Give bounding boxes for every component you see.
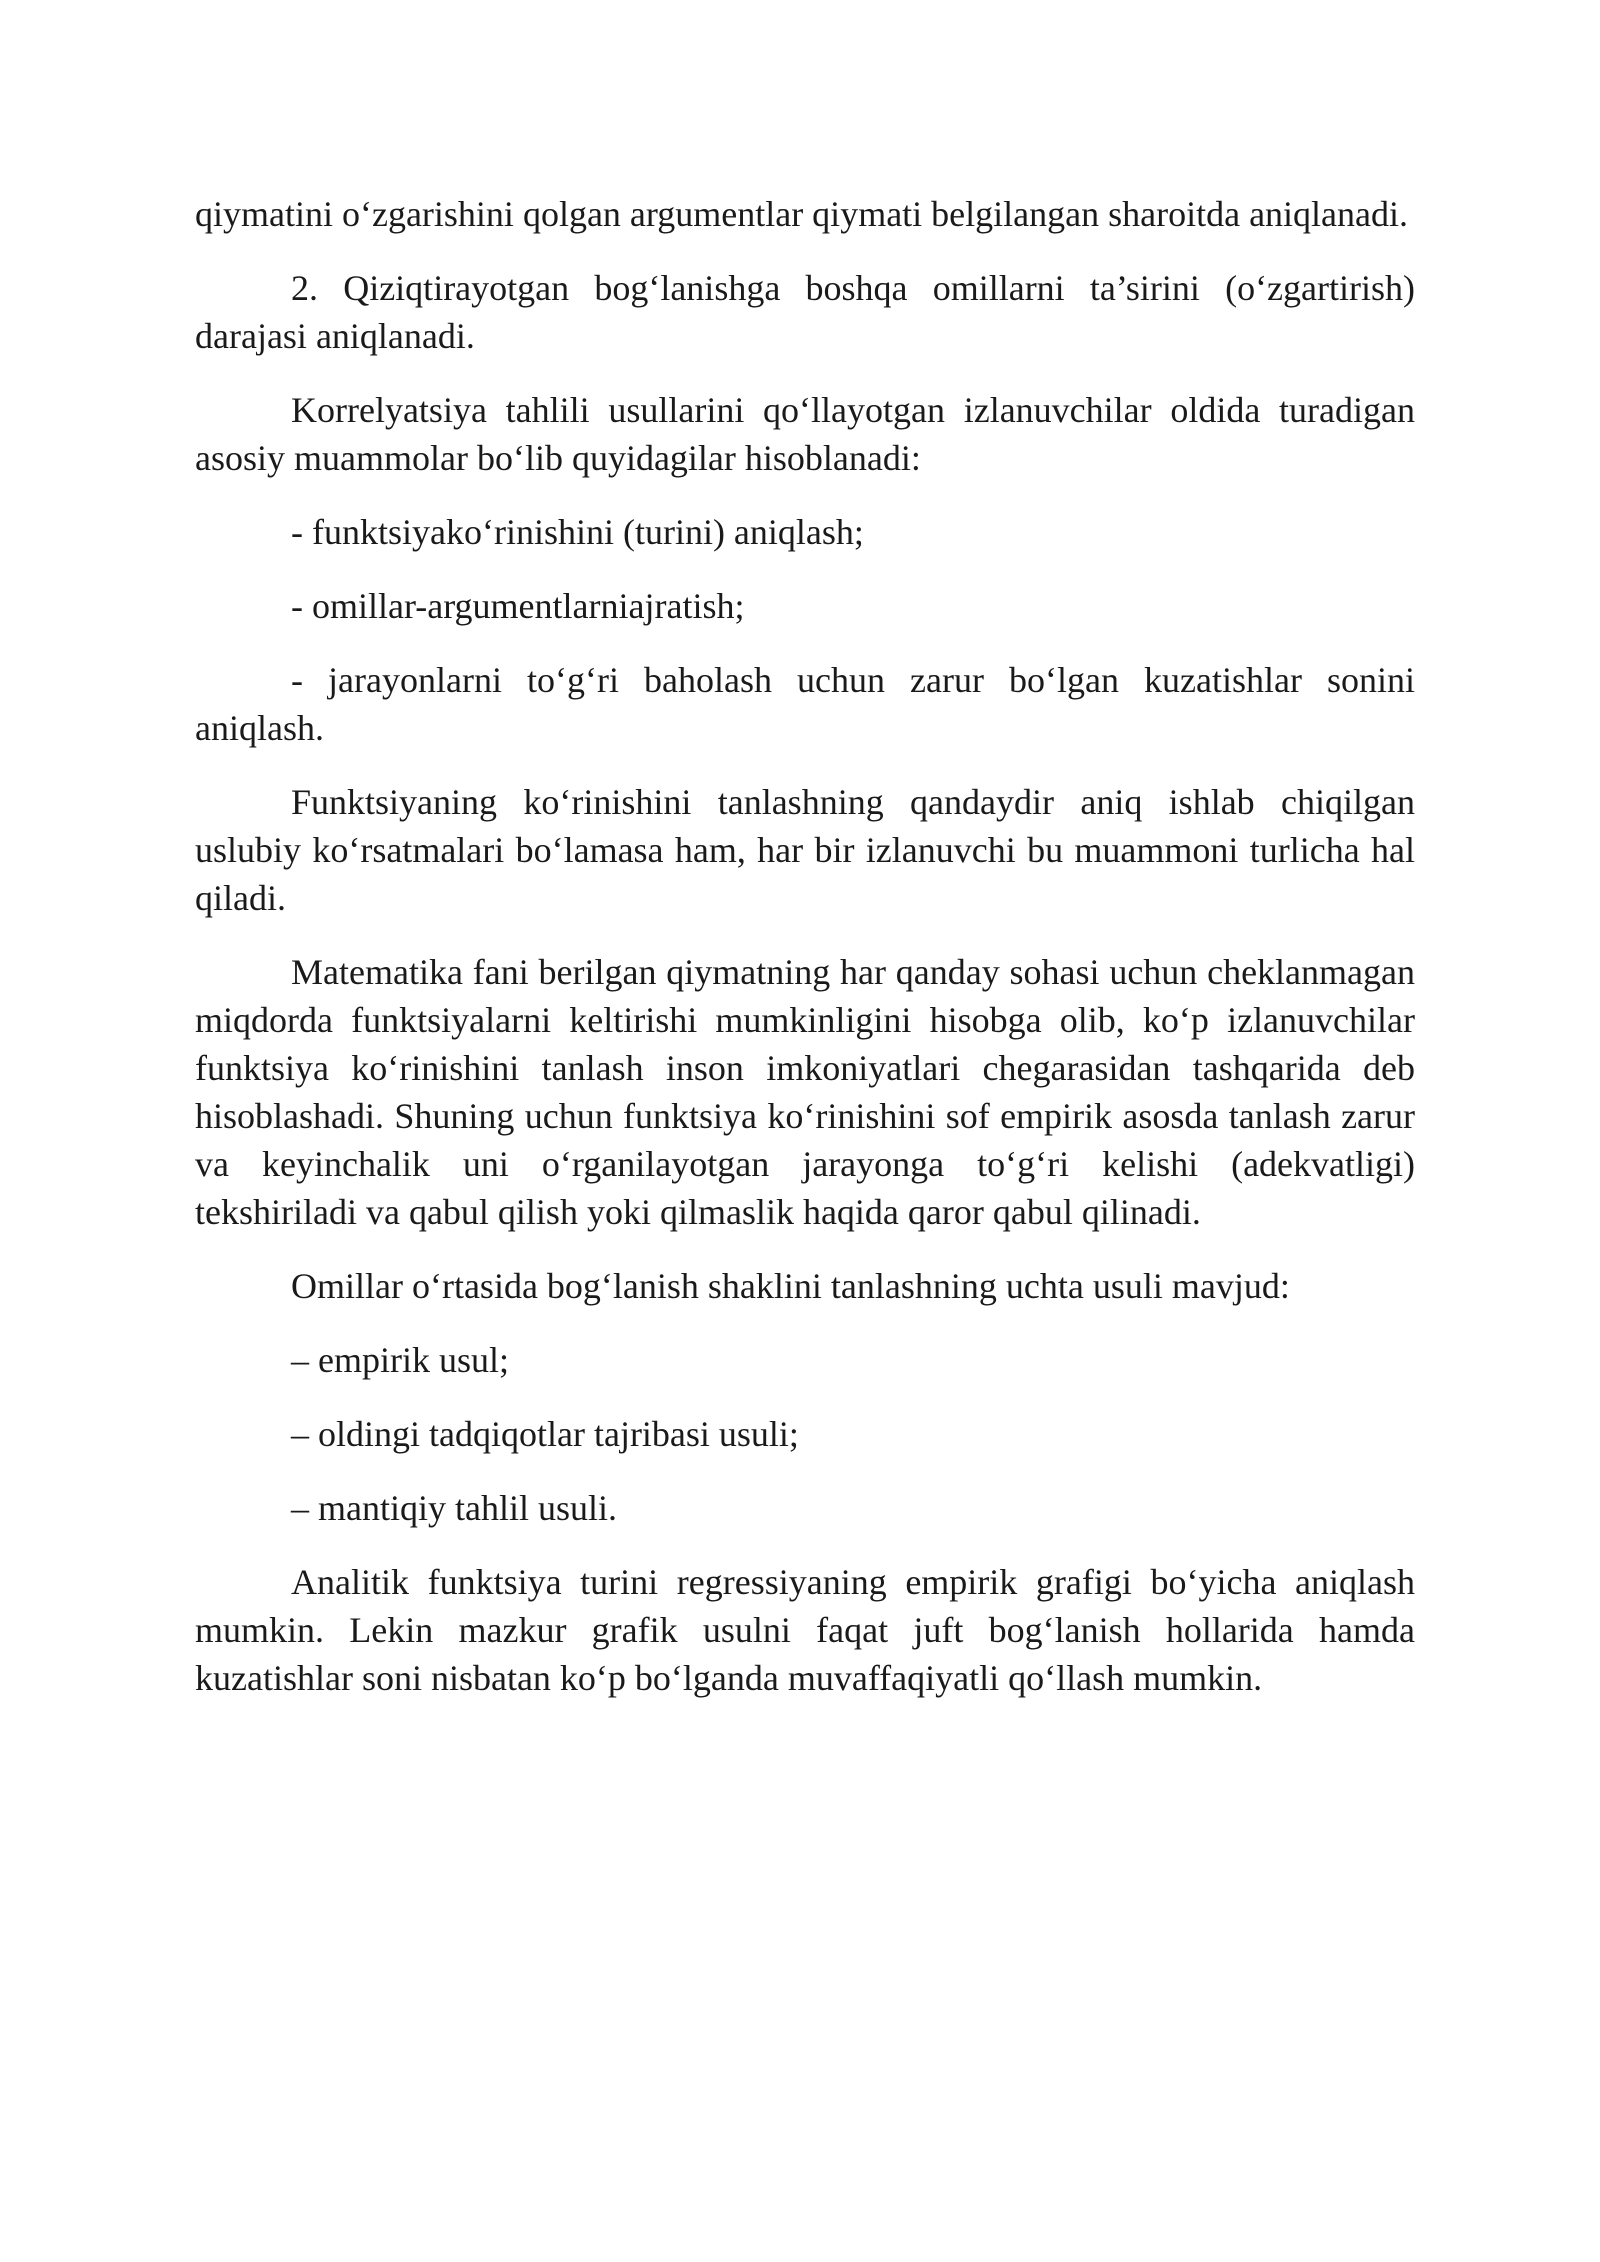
document-page [195, 190, 1415, 1728]
list-item-prior-research: – oldingi tadqiqotlar tajribasi usuli; [291, 1414, 799, 1454]
list-item-logical-analysis: – mantiqiy tahlil usuli. [291, 1488, 617, 1528]
paragraph-analytic-function: Analitik funktsiya turini regressiyaning empirik grafigi bo‘yicha aniqlash mumkin. Lekin mazkur grafik usulni faqat juft bog‘lanish hollarida hamda kuzatishlar soni nisbatan ko‘p bo‘lganda muvaffaqiyatli qo‘llash mumkin. [195, 1562, 1415, 1698]
paragraph-continuation: qiymatini o‘zgarishini qolgan argumentlar qiymati belgilangan sharoitda aniqlanadi. [195, 194, 1409, 234]
paragraph-function-choice: Funktsiyaning ko‘rinishini tanlashning qandaydir aniq ishlab chiqilgan uslubiy ko‘rsatmalari bo‘lamasa ham, har bir izlanuvchi bu muammoni turlicha hal qiladi. [195, 782, 1415, 918]
paragraph-correlation-problems: Korrelyatsiya tahlili usullarini qo‘llayotgan izlanuvchilar oldida turadigan asosiy muammolar bo‘lib quyidagilar hisoblanadi: [195, 390, 1415, 478]
paragraph-mathematics: Matematika fani berilgan qiymatning har qanday sohasi uchun cheklanmagan miqdorda funktsiyalarni keltirishi mumkinligini hisobga olib, ko‘p izlanuvchilar funktsiya ko‘rinishini tanlash inson imkoniyatlari chegarasidan tashqarida deb hisoblashadi. Shuning uchun funktsiya ko‘rinishini sof empirik asosda tanlash zarur va keyinchalik uni o‘rganilayotgan jarayonga to‘g‘ri kelishi (adekvatligi) tekshiriladi va qabul qilish yoki qilmaslik haqida qaror qabul qilinadi. [195, 952, 1415, 1232]
paragraph-numbered-2: 2. Qiziqtirayotgan bog‘lanishga boshqa omillarni ta’sirini (o‘zgartirish) darajasi aniqlanadi. [195, 268, 1415, 356]
list-item-observation-count: - jarayonlarni to‘g‘ri baholash uchun zarur bo‘lgan kuzatishlar sonini aniqlash. [195, 660, 1415, 748]
paragraph-three-methods: Omillar o‘rtasida bog‘lanish shaklini tanlashning uchta usuli mavjud: [291, 1266, 1290, 1306]
list-item-empirical: – empirik usul; [291, 1340, 509, 1380]
list-item-function-form: - funktsiyako‘rinishini (turini) aniqlash; [291, 512, 864, 552]
list-item-factor-selection: - omillar-argumentlarniajratish; [291, 586, 745, 626]
